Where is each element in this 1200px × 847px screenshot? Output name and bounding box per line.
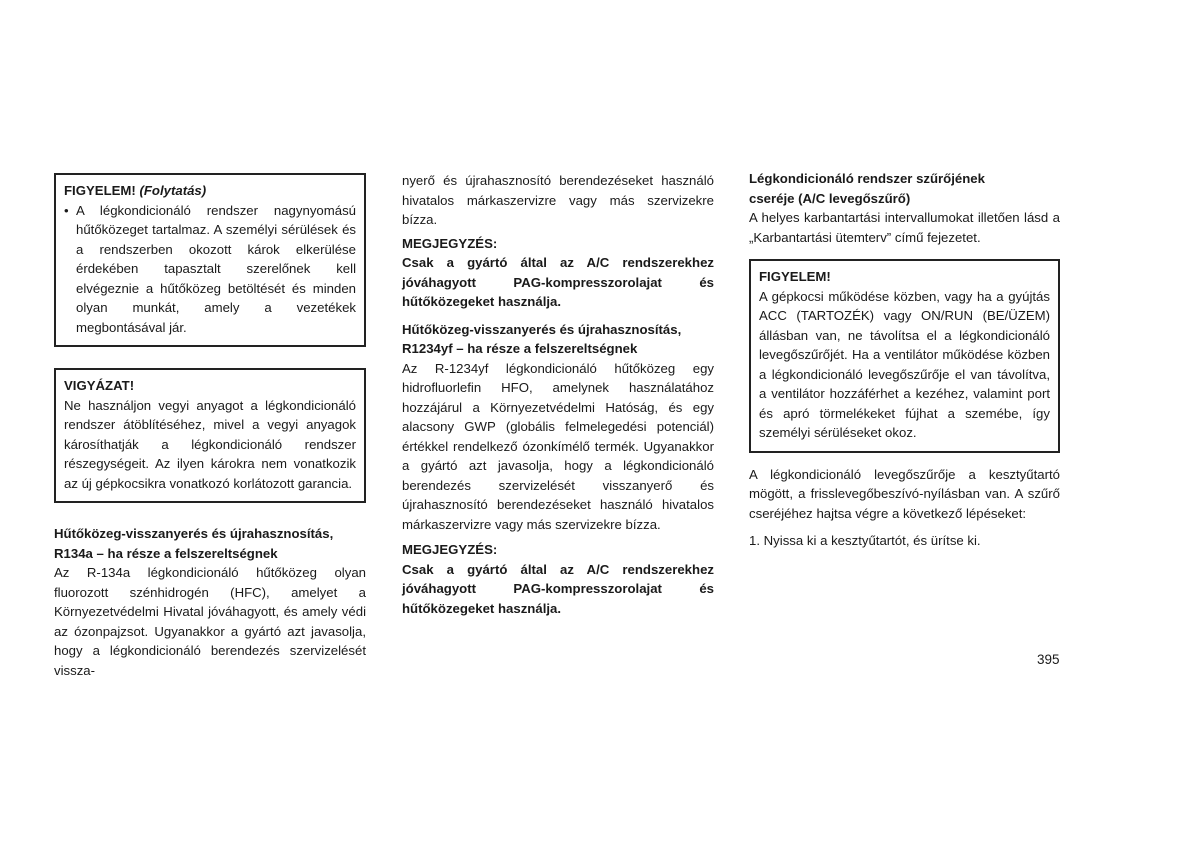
bullet-icon: •	[64, 202, 69, 218]
section-r1234yf	[402, 320, 714, 535]
filter-body-text: A légkondicionáló levegőszűrője a kesztyűtartó mögött, a frisslevegőbeszívó-nyílásban van. A szűrő cseréjéhez hajtsa végre a következő lépéseket:	[749, 466, 1060, 521]
caution-box	[54, 368, 366, 503]
warning-title-filter: FIGYELEM!	[759, 269, 831, 284]
section-heading-r1234yf-line2: R1234yf – ha része a felszereltségnek	[402, 341, 638, 356]
note-text-2: Csak a gyártó által az A/C rendszerekhez jóváhagyott PAG-kompresszorolajat és hűtőközegeket használja.	[402, 561, 714, 616]
warning-box-continued	[54, 173, 366, 347]
column-2	[402, 171, 714, 618]
caution-title: VIGYÁZAT!	[64, 378, 135, 393]
section-heading-r134a-line2: R134a – ha része a felszereltségnek	[54, 545, 278, 561]
section-text-r1234yf: Az R-1234yf légkondicionáló hűtőközeg egy hidrofluorlefin HFO, amelynek használatához hozzájárul a Környezetvédelmi Hatóság, és egy alacsony GWP (globális felmelegedési potenciál) értékkel rendelkező ózonkímélő termék. Ugyanakkor a gyártó azt javasolja, hogy a légkondicionáló berendezés szervizelését visszanyerő és újrahasznosító berendezéseket használó hivatalos márkaszervizre vagy más szervizekre bízza.	[402, 360, 714, 532]
note-label-1: MEGJEGYZÉS:	[402, 235, 498, 251]
column-1	[54, 173, 366, 680]
page-number: 395	[1037, 652, 1060, 667]
section-r134a	[54, 524, 366, 680]
filter-intro-text: A helyes karbantartási intervallumokat illetően lásd a „Karbantartási ütemterv” című fejezetet.	[749, 210, 1060, 245]
section-heading-r1234yf-line1: Hűtőközeg-visszanyerés és újrahasznosítás,	[402, 321, 682, 337]
section-text-r134a: Az R-134a légkondicionáló hűtőközeg olyan fluorozott szénhidrogén (HFC), amelyet a Környezetvédelmi Hivatal jóváhagyott, és amely védi az ózonpajzsot. Ugyanakkor a gyártó azt javasolja, hogy a légkondicionáló berendezés szervizelését vissza-	[54, 565, 366, 678]
warning-bullet-item	[64, 201, 356, 338]
section-heading-r134a-line1: Hűtőközeg-visszanyerés és újrahasznosítás,	[54, 526, 334, 541]
column-3	[749, 169, 1060, 551]
warning-bullet-text: A légkondicionáló rendszer nagynyomású hűtőközeget tartalmaz. A személyi sérülések és a rendszerben okozott károk elkerülése érdekében tapasztalt szerelőnek kell elvégeznie a hűtőközeg betöltését és minden olyan munkát, amely a vezetékek megbontásával jár.	[76, 202, 356, 335]
warning-title-label: FIGYELEM!	[64, 183, 136, 198]
caution-text: Ne használjon vegyi anyagot a légkondicionáló rendszer átöblítéséhez, mivel a vegyi anyagok károsíthatják a légkondicionáló rendszer részegységeit. Az ilyen károkra nem vonatkozik az új gépkocsikra vonatkozó korlátozott garancia.	[64, 397, 356, 491]
warning-title	[64, 181, 356, 201]
warning-title-continued: (Folytatás)	[139, 183, 207, 198]
note-text-1: Csak a gyártó által az A/C rendszerekhez jóváhagyott PAG-kompresszorolajat és hűtőközegeket használja.	[402, 255, 714, 309]
warning-text-filter: A gépkocsi működése közben, vagy ha a gyújtás ACC (TARTOZÉK) vagy ON/RUN (BE/ÜZEM) állásban van, ne távolítsa el a légkondicionáló levegőszűrőjét. Ha a ventilátor működése közben a légkondicionáló levegőszűrője el van távolítva, a ventilátor hozzáférhet a kezéhez, valamint port és apró törmelékeket fújhat a szemébe, így személyi sérüléseket okoz.	[759, 288, 1050, 440]
step-1-text: 1. Nyissa ki a kesztyűtartót, és ürítse ki.	[749, 533, 981, 548]
section-heading-filter-line2: cseréje (A/C levegőszűrő)	[749, 190, 911, 206]
continuation-text: nyerő és újrahasznosító berendezéseket használó hivatalos márkaszervizre vagy más szervizekre bízza.	[402, 173, 714, 227]
section-heading-filter-line1: Légkondicionáló rendszer szűrőjének	[749, 171, 985, 186]
warning-box-filter	[749, 259, 1060, 453]
note-label-2: MEGJEGYZÉS:	[402, 542, 498, 557]
